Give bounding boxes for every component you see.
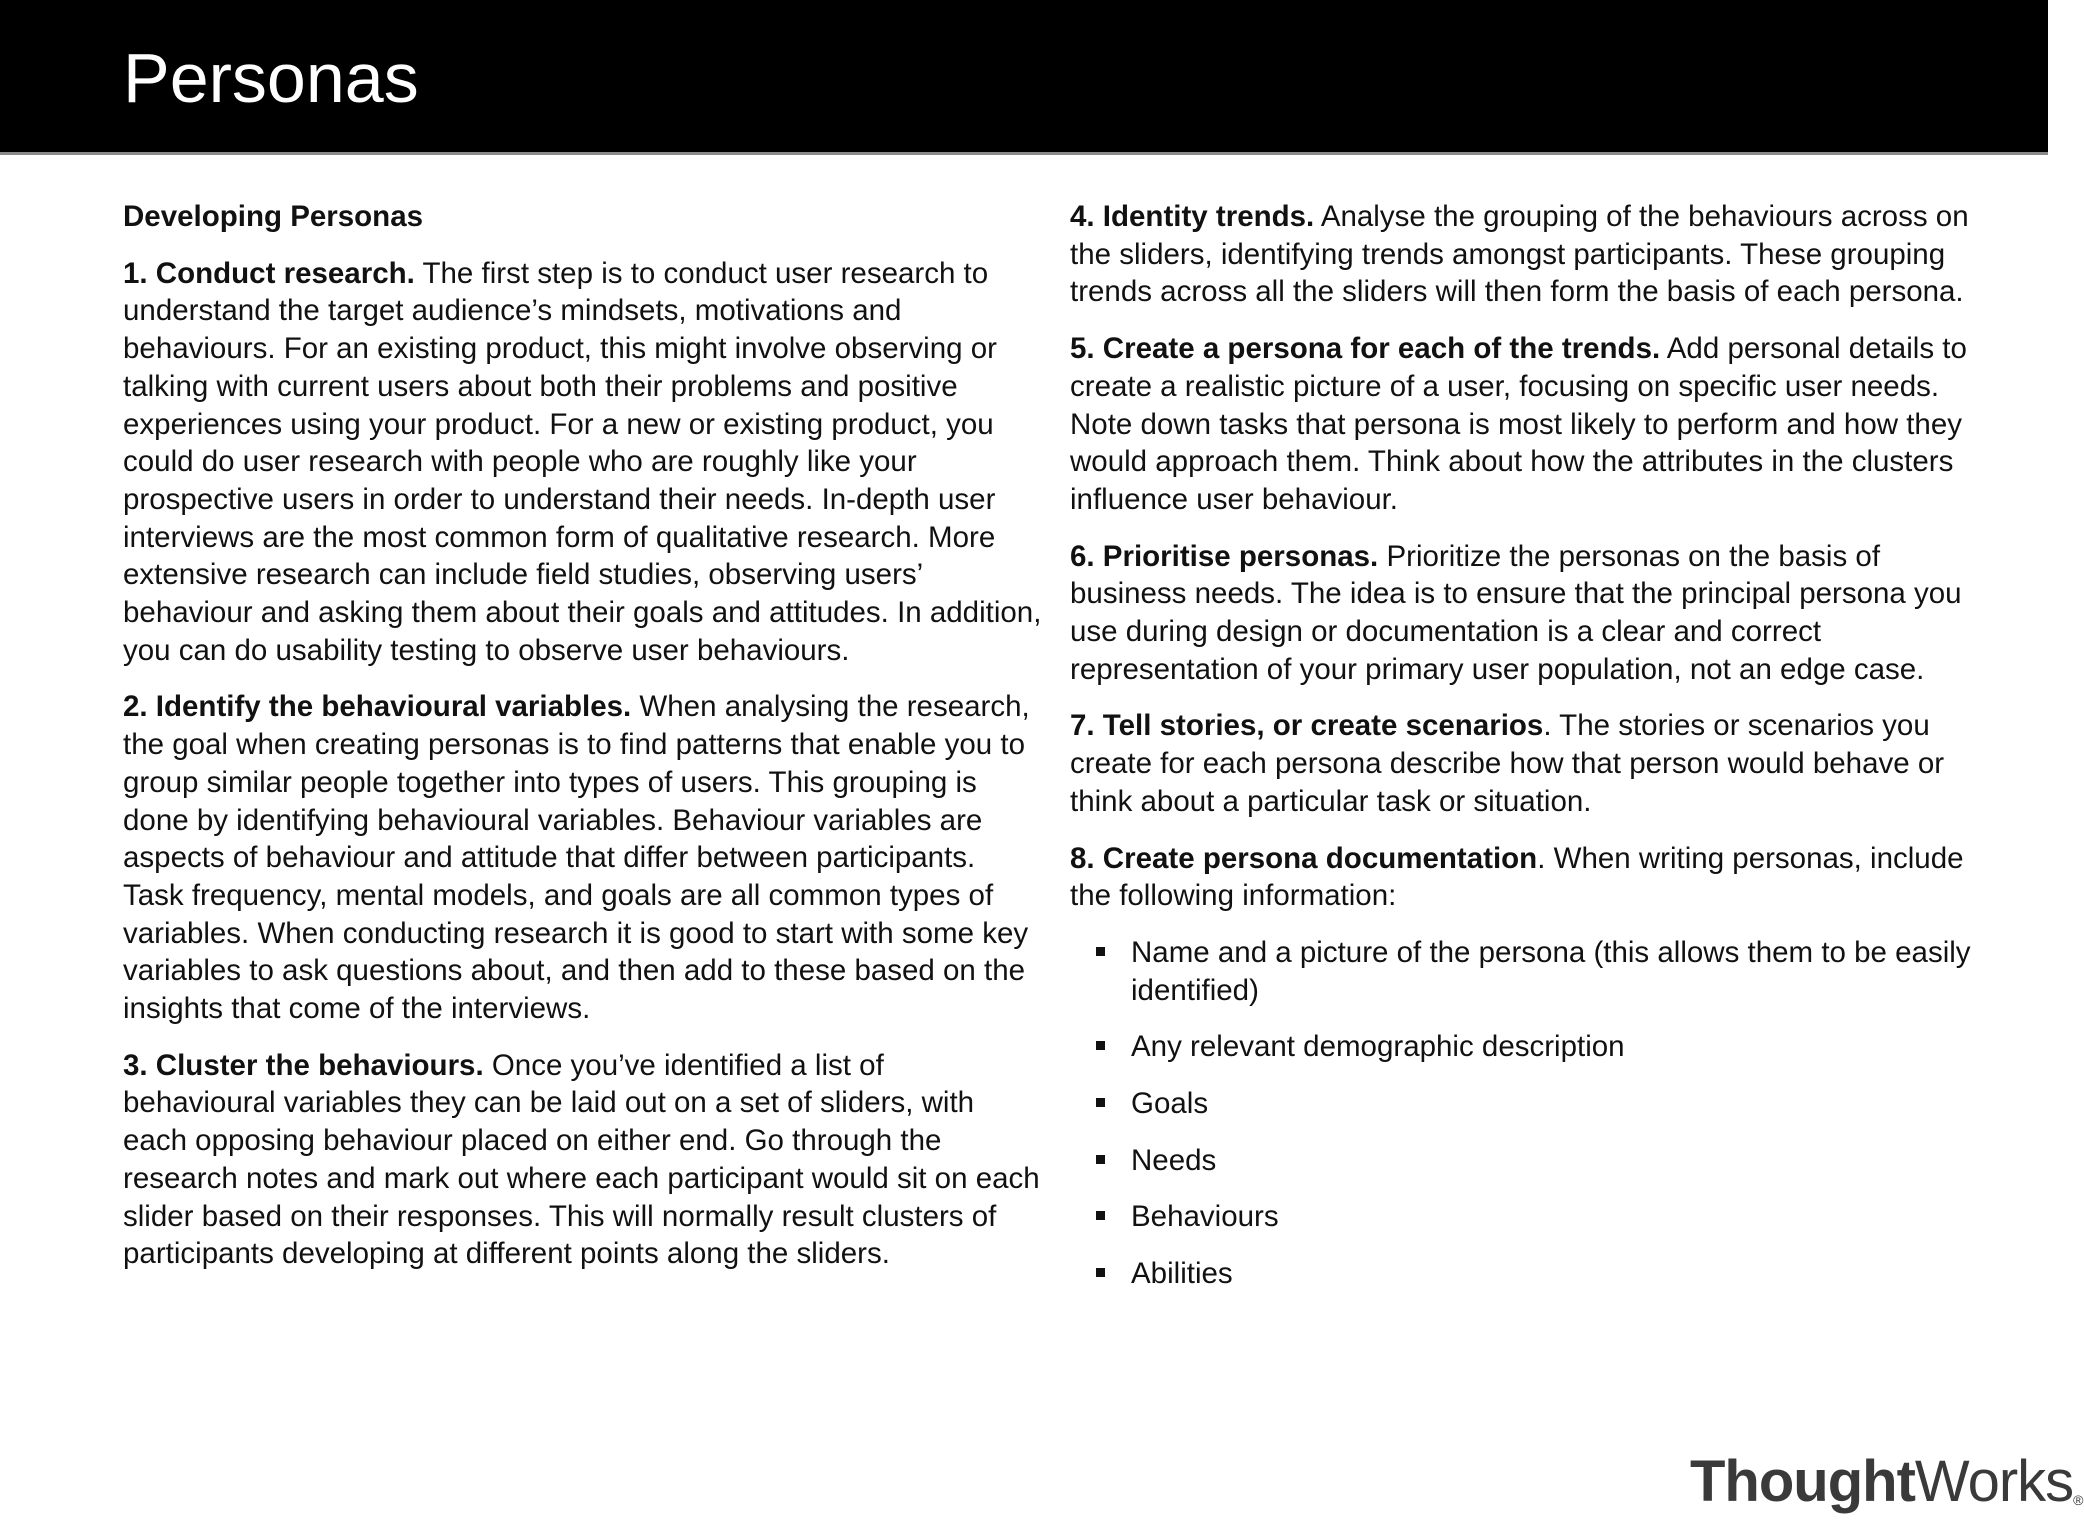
list-item-text: Goals: [1131, 1087, 1209, 1121]
step-cluster-behaviours: [123, 1047, 1043, 1273]
list-item: [1070, 1085, 2000, 1123]
page-title: Personas: [123, 39, 419, 117]
documentation-list: [1070, 934, 2000, 1293]
section-heading: Developing Personas: [123, 200, 424, 233]
list-item: [1070, 1142, 2000, 1180]
step-title: 1. Conduct research.: [123, 256, 415, 290]
registered-mark: ®: [2073, 1492, 2084, 1508]
square-bullet-icon: [1096, 1098, 1105, 1107]
step-title: 4. Identity trends.: [1070, 200, 1315, 233]
list-item: [1070, 1028, 2000, 1066]
step-text: When analysing the research, the goal when creating personas is to find patterns that enable you to group similar people together into types of users. This grouping is done by identifying behavioural variables. Behaviour variables are aspects of behaviour and attitude that differ between participants. Task frequency, mental models, and goals are all common types of variables. When conducting research it is good to start with some key variables to ask questions about, and then add to these based on the insights that come of the interviews.: [123, 690, 1030, 1026]
step-title: 6. Prioritise personas.: [1070, 539, 1379, 573]
list-item-text: Behaviours: [1131, 1200, 1279, 1234]
step-identity-trends: [1070, 198, 2000, 311]
logo-light-text: Works: [1914, 1449, 2074, 1514]
step-prioritise-personas: [1070, 538, 2000, 689]
list-item: [1070, 934, 2000, 1009]
step-title: 2. Identify the behavioural variables.: [123, 690, 632, 724]
step-create-persona: [1070, 330, 2000, 519]
list-item: [1070, 1198, 2000, 1236]
step-text: Add personal details to create a realistic picture of a user, focusing on specific user needs. Note down tasks that persona is most likely to perform and how they would approach them. Think about how the attributes in the clusters influence user behaviour.: [1070, 332, 1967, 516]
square-bullet-icon: [1096, 947, 1105, 956]
list-item-text: Needs: [1131, 1143, 1217, 1177]
square-bullet-icon: [1096, 1211, 1105, 1220]
step-tell-stories: [1070, 707, 2000, 820]
list-item-text: Name and a picture of the persona (this allows them to be easily identified): [1131, 935, 1971, 1007]
list-item-text: Any relevant demographic description: [1131, 1030, 1625, 1064]
step-identify-variables: [123, 688, 1043, 1027]
right-column: [1070, 198, 2000, 1312]
square-bullet-icon: [1096, 1268, 1105, 1277]
square-bullet-icon: [1096, 1155, 1105, 1164]
step-title: 5. Create a persona for each of the trends.: [1070, 332, 1661, 366]
step-title: 8. Create persona documentation: [1070, 841, 1538, 875]
step-text: The first step is to conduct user research to understand the target audience’s mindsets, motivations and behaviours. For an existing product, this might involve observing or talking with current users about both their problems and positive experiences using your product. For a new or existing product, you could do user research with people who are roughly like your prospective users in order to understand their needs. In-depth user interviews are the most common form of qualitative research. More extensive research can include field studies, observing users’ behaviour and asking them about their goals and attitudes. In addition, you can do usability testing to observe user behaviours.: [123, 256, 1042, 667]
step-persona-documentation: [1070, 840, 2000, 915]
step-text: Prioritize the personas on the basis of business needs. The idea is to ensure that the principal persona you use during design or documentation is a clear and correct representation of your primary user population, not an edge case.: [1070, 539, 1962, 686]
left-column: [123, 198, 1043, 1292]
step-text: Once you’ve identified a list of behavioural variables they can be laid out on a set of sliders, with each opposing behaviour placed on either end. Go through the research notes and mark out where each participant would sit on each slider based on their responses. This will normally result clusters of participants developing at different points along the sliders.: [123, 1048, 1040, 1271]
step-conduct-research: [123, 255, 1043, 670]
title-bar: [0, 0, 2048, 155]
square-bullet-icon: [1096, 1041, 1105, 1050]
logo-bold-text: Thought: [1690, 1449, 1915, 1514]
list-item: [1070, 1255, 2000, 1293]
step-title: 7. Tell stories, or create scenarios: [1070, 709, 1544, 743]
step-text: . The stories or scenarios you create for each persona describe how that person would behave or think about a particular task or situation.: [1070, 709, 1945, 818]
step-title: 3. Cluster the behaviours.: [123, 1048, 484, 1082]
thoughtworks-logo: [1690, 1450, 2084, 1514]
list-item-text: Abilities: [1131, 1257, 1233, 1291]
step-text: Analyse the grouping of the behaviours across on the sliders, identifying trends amongst participants. These grouping trends across all the sliders will then form the basis of each persona.: [1070, 200, 1969, 309]
step-text: . When writing personas, include the following information:: [1070, 841, 1964, 913]
